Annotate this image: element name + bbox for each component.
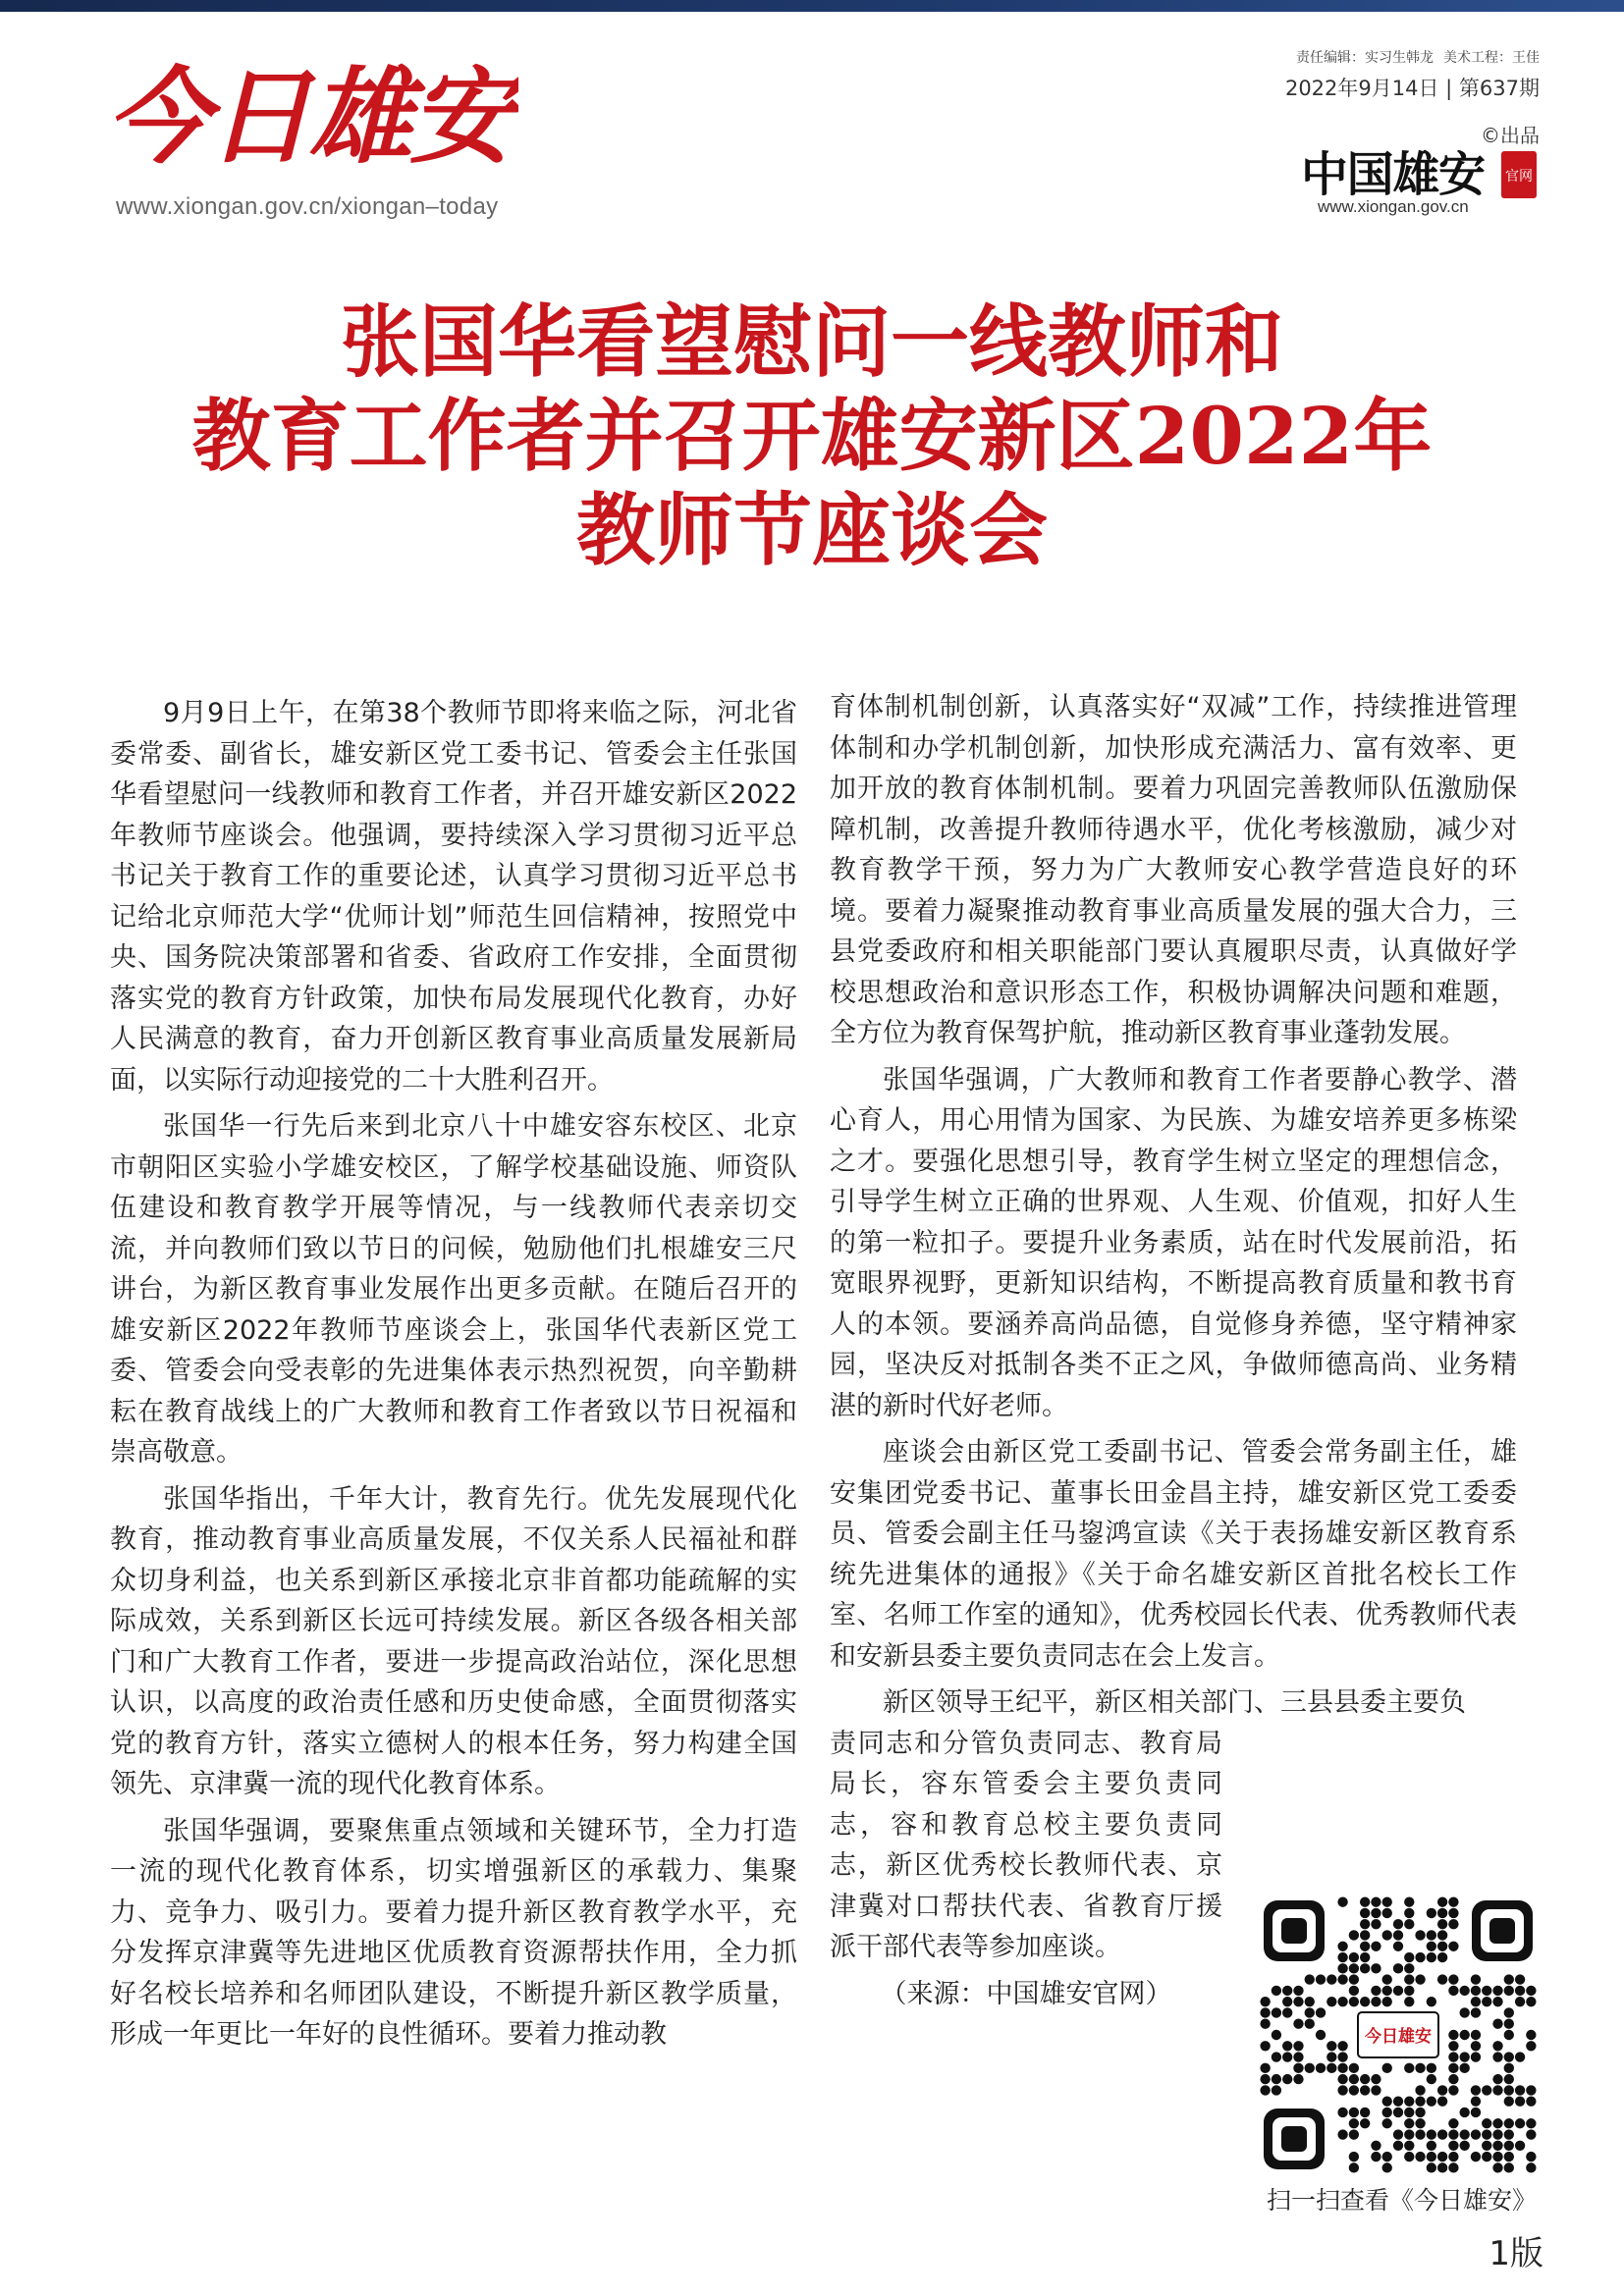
qr-module-dot: [1492, 2129, 1502, 2139]
qr-module-dot: [1393, 2096, 1403, 2106]
qr-module-dot: [1437, 1942, 1447, 1951]
qr-module-dot: [1526, 2118, 1536, 2128]
qr-module-dot: [1360, 1896, 1370, 1906]
qr-module-dot: [1492, 1986, 1502, 1996]
qr-module-dot: [1404, 1974, 1414, 1984]
qr-module-dot: [1448, 2041, 1458, 2051]
qr-finder-top-right: [1472, 1900, 1533, 1961]
article-paragraph-continued: 责同志和分管负责同志、教育局局长，容东管委会主要负责同志，容和教育总校主要负责同志，新区优秀校长教师代表、京津冀对口帮扶代表、省教育厅援派干部代表等参加座谈。: [830, 1728, 1222, 1962]
qr-module-dot: [1427, 2074, 1436, 2084]
qr-module-dot: [1437, 1919, 1447, 1929]
qr-module-dot: [1492, 2141, 1502, 2151]
qr-module-dot: [1349, 1997, 1359, 2006]
qr-module-dot: [1515, 2085, 1525, 2095]
qr-module-dot: [1293, 2074, 1303, 2084]
qr-module-dot: [1393, 1930, 1403, 1940]
article-paragraph: 新区领导王纪平，新区相关部门、三县县委主要负: [883, 1687, 1466, 1718]
qr-module-dot: [1360, 1952, 1370, 1962]
qr-module-dot: [1260, 2085, 1270, 2095]
qr-module-dot: [1437, 1896, 1447, 1906]
qr-module-dot: [1427, 2141, 1436, 2151]
qr-module-dot: [1404, 1896, 1414, 1906]
headline-line-1: 张国华看望慰问一线教师和: [341, 295, 1283, 388]
qr-module-dot: [1360, 1963, 1370, 1973]
qr-module-dot: [1382, 2096, 1392, 2106]
qr-module-dot: [1326, 1974, 1336, 1984]
qr-module-dot: [1360, 2085, 1370, 2095]
qr-module-dot: [1448, 1986, 1458, 1996]
qr-module-dot: [1448, 1974, 1458, 1984]
qr-module-dot: [1371, 2141, 1380, 2151]
qr-module-dot: [1371, 1986, 1380, 1996]
qr-module-dot: [1404, 1963, 1414, 1973]
qr-module-dot: [1382, 2108, 1392, 2117]
qr-module-dot: [1337, 1952, 1347, 1962]
qr-module-dot: [1349, 2118, 1359, 2128]
qr-module-dot: [1448, 2118, 1458, 2128]
qr-module-dot: [1371, 1919, 1380, 1929]
qr-module-dot: [1382, 1974, 1392, 1984]
qr-module-dot: [1437, 2096, 1447, 2106]
qr-module-dot: [1305, 2007, 1315, 2017]
qr-module-dot: [1337, 2041, 1347, 2051]
qr-center-text: 今日雄安: [1365, 2027, 1432, 2047]
qr-module-dot: [1293, 1997, 1303, 2006]
qr-module-dot: [1482, 2152, 1491, 2162]
qr-module-dot: [1393, 1986, 1403, 1996]
qr-module-dot: [1492, 2019, 1502, 2029]
qr-module-dot: [1448, 2152, 1458, 2162]
qr-finder-top-left: [1264, 1900, 1325, 1961]
qr-module-dot: [1272, 2030, 1281, 2040]
qr-module-dot: [1404, 2141, 1414, 2151]
qr-module-dot: [1492, 2118, 1502, 2128]
qr-module-dot: [1427, 1908, 1436, 1918]
qr-module-dot: [1427, 2096, 1436, 2106]
qr-module-dot: [1393, 2129, 1403, 2139]
qr-module-dot: [1526, 2030, 1536, 2040]
page-number: 1版: [1489, 2234, 1543, 2273]
qr-module-dot: [1371, 1896, 1380, 1906]
qr-module-dot: [1482, 1997, 1491, 2006]
qr-module-dot: [1337, 1963, 1347, 1973]
article-paragraph: 张国华指出，千年大计，教育先行。优先发展现代化教育，推动教育事业高质量发展，不仅关系人民福祉和群众切身利益，也关系到新区承接北京非首都功能疏解的实际成效，关系到新区长远可持续发展。新区各级各相关部门和广大教育工作者，要进一步提高政治站位，深化思想认识，以高度的政治责任感和历史使命感，全面贯彻落实党的教育方针，落实立德树人的根本任务，努力构建全国领先、京津冀一流的现代化教育体系。: [110, 1483, 797, 1799]
qr-caption: 扫一扫查看《今日雄安》: [1266, 2186, 1537, 2215]
qr-finder-bottom-left: [1264, 2109, 1325, 2169]
qr-module-dot: [1526, 2152, 1536, 2162]
qr-module-dot: [1337, 2052, 1347, 2061]
qr-module-dot: [1349, 2163, 1359, 2172]
qr-module-dot: [1371, 1908, 1380, 1918]
qr-module-dot: [1349, 2152, 1359, 2162]
qr-module-dot: [1504, 2063, 1514, 2073]
qr-module-dot: [1382, 1930, 1392, 1940]
qr-module-dot: [1492, 2163, 1502, 2172]
brand-seal-text: 官网: [1505, 169, 1533, 185]
qr-module-dot: [1482, 2118, 1491, 2128]
qr-module-dot: [1349, 2129, 1359, 2139]
qr-module-dot: [1382, 2063, 1392, 2073]
qr-module-dot: [1404, 1997, 1414, 2006]
qr-module-dot: [1415, 2108, 1425, 2117]
qr-module-dot: [1471, 2152, 1481, 2162]
qr-module-dot: [1326, 1997, 1336, 2006]
masthead-url[interactable]: www.xiongan.gov.cn/xiongan–today: [116, 193, 499, 220]
qr-module-dot: [1515, 1986, 1525, 1996]
art-credit: 美术工程：王佳: [1443, 50, 1540, 66]
qr-module-dot: [1448, 2163, 1458, 2172]
qr-module-dot: [1337, 1896, 1347, 1906]
qr-module-dot: [1415, 2085, 1425, 2095]
qr-module-dot: [1360, 2118, 1370, 2128]
qr-module-dot: [1415, 1930, 1425, 1940]
qr-module-dot: [1404, 2063, 1414, 2073]
qr-module-dot: [1316, 2030, 1326, 2040]
qr-module-dot: [1326, 2063, 1336, 2073]
qr-module-dot: [1282, 2074, 1292, 2084]
article-paragraph: 张国华强调，要聚焦重点领域和关键环节，全力打造一流的现代化教育体系，切实增强新区的承载力、集聚力、竞争力、吸引力。要着力提升新区教育教学水平，充分发挥京津冀等先进地区优质教育资源帮扶作用，全力抓好名校长培养和名师团队建设，不断提升新区教学质量，形成一年更比一年好的良性循环。要着力推动教: [110, 1815, 797, 2050]
qr-module-dot: [1260, 2019, 1270, 2029]
qr-module-dot: [1427, 2063, 1436, 2073]
article-paragraph: 张国华强调，广大教师和教育工作者要静心教学、潜心育人，用心用情为国家、为民族、为雄安培养更多栋梁之才。要强化思想引导，教育学生树立坚定的理想信念，引导学生树立正确的世界观、人生观、价值观，扣好人生的第一粒扣子。要提升业务素质，站在时代发展前沿，拓宽眼界视野，更新知识结构，不断提高教育质量和教书育人的本领。要涵养高尚品德，自觉修身养德，坚守精神家园，坚决反对抵制各类不正之风，争做师德高尚、业务精湛的新时代好老师。: [830, 1064, 1517, 1421]
brand-logo: [1301, 145, 1543, 204]
qr-module-dot: [1282, 2007, 1292, 2017]
qr-module-dot: [1382, 1896, 1392, 1906]
qr-module-dot: [1448, 2141, 1458, 2151]
headline-line-2: 教育工作者并召开雄安新区2022年: [191, 390, 1433, 482]
qr-module-dot: [1448, 1942, 1458, 1951]
qr-module-dot: [1337, 2074, 1347, 2084]
article-column-right: [830, 687, 1517, 2014]
qr-module-dot: [1415, 2152, 1425, 2162]
qr-module-dot: [1305, 1974, 1315, 1984]
qr-module-dot: [1437, 2152, 1447, 2162]
article-paragraph-continued: 育体制机制创新，认真落实好“双减”工作，持续推进管理体制和办学机制创新，加快形成充满活力、富有效率、更加开放的教育体制机制。要着力巩固完善教师队伍激励保障机制，改善提升教师待遇水平，优化考核激励，减少对教育教学干预，努力为广大教师安心教学营造良好的环境。要着力凝聚推动教育事业高质量发展的强大合力，三县党委政府和相关职能部门要认真履职尽责，认真做好学校思想政治和意识形态工作，积极协调解决问题和难题，全方位为教育保驾护航，推动新区教育事业蓬勃发展。: [830, 692, 1517, 1048]
qr-module-dot: [1515, 2141, 1525, 2151]
qr-module-dot: [1459, 2052, 1469, 2061]
qr-module-dot: [1349, 1986, 1359, 1996]
brand-url[interactable]: www.xiongan.gov.cn: [1318, 197, 1469, 216]
qr-module-dot: [1404, 2129, 1414, 2139]
qr-module-dot: [1459, 2007, 1469, 2017]
qr-module-dot: [1305, 2019, 1315, 2029]
qr-module-dot: [1337, 2129, 1347, 2139]
qr-module-dot: [1349, 1974, 1359, 1984]
masthead-logo: [106, 59, 518, 177]
qr-module-dot: [1316, 2007, 1326, 2017]
qr-module-dot: [1371, 1942, 1380, 1951]
qr-code[interactable]: [1260, 1896, 1537, 2173]
qr-module-dot: [1448, 2074, 1458, 2084]
qr-module-dot: [1459, 2030, 1469, 2040]
qr-module-dot: [1448, 1908, 1458, 1918]
qr-module-dot: [1393, 1942, 1403, 1951]
qr-module-dot: [1427, 1952, 1436, 1962]
qr-module-dot: [1526, 1986, 1536, 1996]
qr-module-dot: [1272, 2085, 1281, 2095]
qr-module-dot: [1282, 2041, 1292, 2051]
qr-module-dot: [1515, 2052, 1525, 2061]
qr-module-dot: [1504, 2129, 1514, 2139]
qr-module-dot: [1260, 2041, 1270, 2051]
qr-module-dot: [1526, 2129, 1536, 2139]
qr-module-dot: [1471, 2052, 1481, 2061]
qr-module-dot: [1272, 2052, 1281, 2061]
article-paragraph: 9月9日上午，在第38个教师节即将来临之际，河北省委常委、副省长，雄安新区党工委书记、管委会主任张国华看望慰问一线教师和教育工作者，并召开雄安新区2022年教师节座谈会。他强调，要持续深入学习贯彻习近平总书记关于教育工作的重要论述，认真学习贯彻习近平总书记给北京师范大学“优师计划”师范生回信精神，按照党中央、国务院决策部署和省委、省政府工作安排，全面贯彻落实党的教育方针政策，加快布局发展现代化教育，办好人民满意的教育，奋力开创新区教育事业高质量发展新局面，以实际行动迎接党的二十大胜利召开。: [110, 698, 797, 1095]
qr-module-dot: [1371, 1997, 1380, 2006]
qr-module-dot: [1404, 1952, 1414, 1962]
qr-module-dot: [1293, 2041, 1303, 2051]
qr-module-dot: [1349, 2108, 1359, 2117]
qr-module-dot: [1504, 2118, 1514, 2128]
qr-module-dot: [1492, 2041, 1502, 2051]
qr-module-dot: [1337, 2085, 1347, 2095]
qr-module-dot: [1504, 2152, 1514, 2162]
top-color-bar: [0, 0, 1624, 12]
editor-credits: [1286, 47, 1540, 67]
qr-module-dot: [1404, 1908, 1414, 1918]
qr-module-dot: [1337, 1942, 1347, 1951]
qr-module-dot: [1404, 2108, 1414, 2117]
qr-module-dot: [1471, 2108, 1481, 2117]
masthead-logo-text: 今日雄安: [106, 59, 514, 177]
qr-module-dot: [1482, 2085, 1491, 2095]
qr-module-dot: [1360, 1997, 1370, 2006]
qr-module-dot: [1371, 1963, 1380, 1973]
qr-module-dot: [1349, 2063, 1359, 2073]
qr-module-dot: [1337, 1997, 1347, 2006]
produced-by: ©出品: [1481, 124, 1540, 147]
qr-module-dot: [1504, 2007, 1514, 2017]
qr-module-dot: [1448, 2063, 1458, 2073]
qr-module-dot: [1337, 1974, 1347, 1984]
qr-module-dot: [1504, 2074, 1514, 2084]
qr-module-dot: [1471, 1997, 1481, 2006]
qr-module-dot: [1504, 2085, 1514, 2095]
qr-module-dot: [1448, 2030, 1458, 2040]
qr-module-dot: [1471, 2085, 1481, 2095]
qr-module-dot: [1382, 1986, 1392, 1996]
qr-module-dot: [1360, 1908, 1370, 1918]
qr-module-dot: [1448, 1896, 1458, 1906]
qr-module-dot: [1349, 2074, 1359, 2084]
qr-module-dot: [1448, 2129, 1458, 2139]
qr-module-dot: [1404, 1986, 1414, 1996]
headline: [59, 294, 1565, 577]
qr-module-dot: [1471, 2096, 1481, 2106]
qr-module-dot: [1415, 2063, 1425, 2073]
qr-module-dot: [1504, 2052, 1514, 2061]
qr-module-dot: [1272, 2074, 1281, 2084]
qr-module-dot: [1293, 2063, 1303, 2073]
qr-module-dot: [1382, 2152, 1392, 2162]
qr-module-dot: [1459, 2063, 1469, 2073]
qr-module-dot: [1471, 1974, 1481, 1984]
qr-module-dot: [1337, 2063, 1347, 2073]
qr-module-dot: [1349, 2085, 1359, 2095]
qr-module-dot: [1427, 1930, 1436, 1940]
article-source: （来源：中国雄安官网）: [880, 1978, 1172, 2009]
qr-module-dot: [1459, 2141, 1469, 2151]
qr-module-dot: [1492, 2052, 1502, 2061]
editor-credit: 责任编辑：实习生韩龙: [1296, 50, 1434, 66]
qr-module-dot: [1526, 2085, 1536, 2095]
qr-module-dot: [1427, 2129, 1436, 2139]
qr-module-dot: [1260, 2007, 1270, 2017]
article-paragraph: 座谈会由新区党工委副书记、管委会常务副主任，雄安集团党委书记、董事长田金昌主持，雄安新区党工委委员、管委会副主任马鋆鸿宣读《关于表扬雄安新区教育系统先进集体的通报》《关于命名雄安新区首批名校长工作室、名师工作室的通知》，优秀校园长代表、优秀教师代表和安新县委主要负责同志在会上发言。: [830, 1437, 1517, 1672]
qr-module-dot: [1337, 2108, 1347, 2117]
qr-module-dot: [1282, 1986, 1292, 1996]
qr-module-dot: [1316, 2063, 1326, 2073]
qr-module-dot: [1371, 2152, 1380, 2162]
qr-module-dot: [1349, 1963, 1359, 1973]
qr-module-dot: [1260, 2063, 1270, 2073]
qr-module-dot: [1482, 2141, 1491, 2151]
qr-module-dot: [1360, 1930, 1370, 1940]
qr-module-dot: [1427, 2163, 1436, 2172]
qr-module-dot: [1305, 1997, 1315, 2006]
qr-module-dot: [1293, 2019, 1303, 2029]
qr-module-dot: [1393, 1919, 1403, 1929]
qr-module-dot: [1260, 2074, 1270, 2084]
article-paragraph: 张国华一行先后来到北京八十中雄安容东校区、北京市朝阳区实验小学雄安校区，了解学校基础设施、师资队伍建设和教育教学开展等情况，与一线教师代表亲切交流，并向教师们致以节日的问候，勉励他们扎根雄安三尺讲台，为新区教育事业发展作出更多贡献。在随后召开的雄安新区2022年教师节座谈会上，张国华代表新区党工委、管委会向受表彰的先进集体表示热烈祝贺，向辛勤耕耘在教育战线上的广大教师和教育工作者致以节日祝福和崇高敬意。: [110, 1111, 797, 1468]
qr-module-dot: [1382, 1908, 1392, 1918]
qr-module-dot: [1293, 1986, 1303, 1996]
qr-module-dot: [1437, 2129, 1447, 2139]
qr-module-dot: [1371, 2074, 1380, 2084]
qr-module-dot: [1316, 1974, 1326, 1984]
qr-module-dot: [1382, 2118, 1392, 2128]
qr-module-dot: [1427, 1997, 1436, 2006]
qr-module-dot: [1471, 2129, 1481, 2139]
qr-module-dot: [1526, 1997, 1536, 2006]
qr-module-dot: [1415, 2118, 1425, 2128]
qr-module-dot: [1526, 2041, 1536, 2051]
qr-module-dot: [1393, 2141, 1403, 2151]
qr-module-dot: [1504, 2019, 1514, 2029]
qr-module-dot: [1482, 2129, 1491, 2139]
qr-module-dot: [1393, 2108, 1403, 2117]
qr-module-dot: [1293, 2052, 1303, 2061]
qr-module-dot: [1415, 2096, 1425, 2106]
qr-module-dot: [1471, 1986, 1481, 1996]
qr-module-dot: [1382, 1997, 1392, 2006]
qr-module-dot: [1371, 2085, 1380, 2095]
qr-module-dot: [1437, 1930, 1447, 1940]
qr-module-dot: [1515, 1974, 1525, 1984]
qr-module-dot: [1349, 1952, 1359, 1962]
qr-module-dot: [1282, 1997, 1292, 2006]
qr-module-dot: [1437, 1974, 1447, 1984]
qr-module-dot: [1504, 2096, 1514, 2106]
qr-module-dot: [1448, 2052, 1458, 2061]
qr-module-dot: [1526, 2096, 1536, 2106]
qr-module-dot: [1360, 1942, 1370, 1951]
qr-module-dot: [1437, 1952, 1447, 1962]
qr-module-dot: [1459, 2108, 1469, 2117]
qr-module-dot: [1393, 1963, 1403, 1973]
qr-module-dot: [1360, 2074, 1370, 2084]
brand-logo-text: 中国雄安: [1301, 147, 1486, 202]
headline-line-3: 教师节座谈会: [576, 484, 1048, 576]
qr-module-dot: [1492, 2152, 1502, 2162]
qr-module-dot: [1504, 2030, 1514, 2040]
qr-module-dot: [1448, 1919, 1458, 1929]
qr-module-dot: [1515, 1997, 1525, 2006]
qr-module-dot: [1427, 1942, 1436, 1951]
qr-module-dot: [1515, 2118, 1525, 2128]
qr-module-dot: [1448, 2085, 1458, 2095]
qr-module-dot: [1326, 2041, 1336, 2051]
qr-module-dot: [1492, 2085, 1502, 2095]
qr-module-dot: [1282, 2052, 1292, 2061]
qr-module-dot: [1415, 1952, 1425, 1962]
qr-module-dot: [1272, 1986, 1281, 1996]
qr-module-dot: [1360, 2108, 1370, 2117]
qr-module-dot: [1459, 2129, 1469, 2139]
qr-module-dot: [1404, 2152, 1414, 2162]
qr-module-dot: [1415, 1974, 1425, 1984]
qr-module-dot: [1404, 2118, 1414, 2128]
qr-module-dot: [1305, 2063, 1315, 2073]
qr-module-dot: [1504, 2163, 1514, 2172]
qr-module-dot: [1382, 2163, 1392, 2172]
article-column-left: [110, 687, 797, 2056]
qr-module-dot: [1515, 2096, 1525, 2106]
qr-module-dot: [1471, 2041, 1481, 2051]
qr-module-dot: [1504, 1974, 1514, 1984]
qr-module-dot: [1360, 1919, 1370, 1929]
qr-module-dot: [1415, 2129, 1425, 2139]
issue-date: 2022年9月14日 | 第637期: [1284, 77, 1540, 100]
qr-module-dot: [1504, 2141, 1514, 2151]
qr-module-dot: [1437, 2163, 1447, 2172]
qr-module-dot: [1437, 2085, 1447, 2095]
qr-module-dot: [1471, 2007, 1481, 2017]
qr-module-dot: [1326, 2052, 1336, 2061]
qr-module-dot: [1404, 2096, 1414, 2106]
qr-module-dot: [1404, 1919, 1414, 1929]
qr-module-dot: [1471, 2030, 1481, 2040]
qr-module-dot: [1504, 1986, 1514, 1996]
qr-module-dot: [1526, 2163, 1536, 2172]
qr-module-dot: [1437, 1908, 1447, 1918]
qr-module-dot: [1349, 1930, 1359, 1940]
qr-module-dot: [1492, 2074, 1502, 2084]
qr-module-dot: [1260, 1997, 1270, 2006]
qr-module-dot: [1482, 1986, 1491, 1996]
qr-module-dot: [1459, 1986, 1469, 1996]
qr-module-dot: [1427, 2152, 1436, 2162]
qr-module-dot: [1272, 2007, 1281, 2017]
qr-module-dot: [1492, 1997, 1502, 2006]
